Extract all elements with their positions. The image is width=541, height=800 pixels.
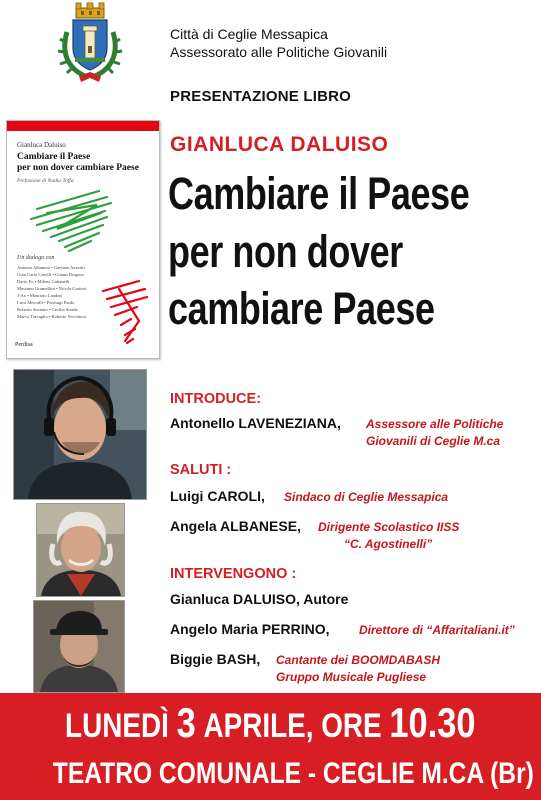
event-date	[0, 699, 541, 746]
greeter-role: “C. Agostinelli”	[344, 537, 433, 551]
book-title-line1: Cambiare il Paese	[168, 168, 470, 219]
cover-name-line: Gian Carlo Caselli • Gianni Dragoni	[17, 272, 84, 277]
speakers-label: INTERVENGONO :	[170, 566, 297, 582]
cover-title-line1: Cambiare il Paese	[17, 152, 91, 162]
event-month: APRILE, ORE	[203, 707, 382, 745]
speaker-name: Gianluca DALUISO, Autore	[170, 591, 349, 607]
cover-name-line: Marco Travaglio • Roberto Vecchioni	[17, 314, 86, 319]
speaker-role: Direttore di “Affaritaliani.it”	[359, 623, 515, 637]
greeter-role: Dirigente Scolastico IISS	[318, 520, 460, 534]
department-name: Assessorato alle Politiche Giovanili	[170, 44, 388, 60]
event-venue	[0, 756, 541, 792]
cover-title-line2: per non dover cambiare Paese	[17, 163, 139, 173]
greeter-name: Angela ALBANESE,	[170, 518, 301, 534]
speaker-name: Angelo Maria PERRINO,	[170, 621, 330, 637]
cover-name-line: Luca Mercalli • Pierluigi Pardo	[17, 300, 75, 305]
coat-of-arms-icon	[55, 2, 125, 86]
greetings-label: SALUTI :	[170, 462, 232, 478]
book-title-line3: cambiare Paese	[168, 283, 435, 334]
event-time: 10.30	[389, 699, 476, 746]
cover-italy-scribble	[7, 121, 159, 358]
event-venue-text: TEATRO COMUNALE - CEGLIE M.CA (Br)	[52, 757, 534, 790]
greeter-role: Sindaco di Ceglie Messapica	[284, 490, 449, 504]
speaker-photo	[36, 503, 125, 597]
book-cover	[6, 120, 160, 359]
greeter-name: Luigi CAROLI,	[170, 488, 265, 504]
speaker-role: Gruppo Musicale Pugliese	[276, 670, 427, 684]
cover-name-line: Roberto Saviano • Cecilia Strada	[17, 307, 78, 312]
speaker-role: Cantante dei BOOMDABASH	[276, 653, 441, 667]
cover-publisher: Perdisa	[15, 342, 33, 348]
cover-author: Gianluca Daluiso	[17, 141, 66, 149]
cover-name-line: J-Ax • Maurizio Landini	[17, 293, 63, 298]
cover-name-line: Dario Fo • Milena Gabanelli	[17, 279, 70, 284]
introducer-role: Assessore alle Politiche	[366, 417, 504, 431]
book-author: GIANLUCA DALUISO	[170, 133, 389, 156]
city-name: Città di Ceglie Messapica	[170, 26, 328, 42]
cover-names	[17, 264, 95, 320]
author-photo	[13, 369, 147, 500]
speaker-photo	[33, 600, 125, 693]
speaker-name: Biggie BASH,	[170, 651, 261, 667]
cover-dialogue: Un dialogo con	[17, 255, 55, 261]
section-heading: PRESENTAZIONE LIBRO	[170, 88, 352, 105]
cover-preface: Prefazione di Nadia Toffa	[17, 178, 74, 184]
introducer-role: Giovanili di Ceglie M.ca	[366, 434, 501, 448]
event-day: LUNEDÌ	[65, 707, 170, 745]
introducer-name: Antonello LAVENEZIANA,	[170, 415, 341, 431]
introduce-label: INTRODUCE:	[170, 391, 262, 407]
cover-name-line: Antonio Albanese • Gaetano Azzariti	[17, 265, 85, 270]
cover-name-line: Massimo Gramellini • Nicola Gratteri	[17, 286, 87, 291]
book-title-line2: per non dover	[168, 226, 403, 277]
event-day-number: 3	[176, 699, 196, 746]
